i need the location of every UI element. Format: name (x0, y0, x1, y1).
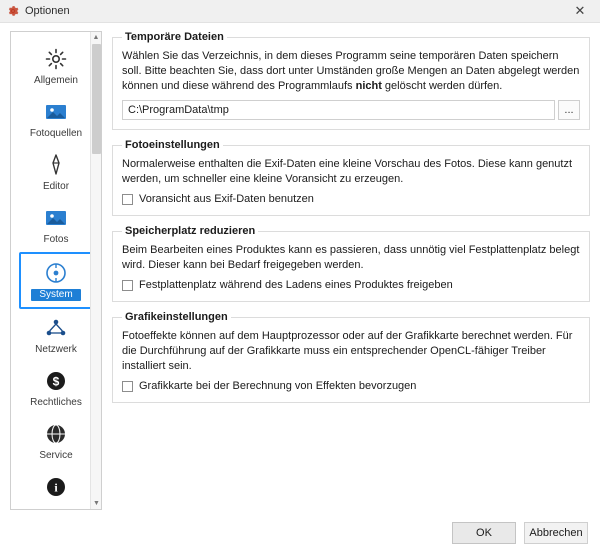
sidebar-item-editor[interactable] (15, 146, 97, 199)
sidebar-item-label: Editor (42, 181, 70, 192)
globe-icon (45, 421, 67, 447)
sidebar-item-service[interactable] (15, 415, 97, 468)
free-disk-checkbox[interactable] (122, 280, 133, 291)
group-legend: Grafikeinstellungen (125, 311, 228, 323)
pen-icon (45, 152, 67, 178)
group-temporary-files (112, 31, 590, 130)
temp-description-part2: gelöscht werden dürfen. (381, 80, 503, 92)
photo-icon (44, 99, 68, 125)
sidebar-item-fotoquellen[interactable] (15, 93, 97, 146)
exif-preview-checkbox[interactable] (122, 194, 133, 205)
sidebar-item-netzwerk[interactable] (15, 309, 97, 362)
network-icon (44, 315, 68, 341)
dialog-body (0, 23, 600, 510)
sidebar (10, 31, 102, 510)
sidebar-item-label: Fotoquellen (29, 128, 83, 139)
close-icon[interactable]: ✕ (574, 3, 586, 18)
sidebar-item-allgemein[interactable] (15, 40, 97, 93)
sidebar-item-label: System (31, 289, 80, 301)
sidebar-scrollbar[interactable] (90, 32, 101, 509)
sidebar-list (11, 32, 101, 509)
free-disk-label: Festplattenplatz während des Ladens eines Produktes freigeben (139, 279, 453, 291)
temp-path-row (122, 100, 580, 120)
temp-description-part1: Wählen Sie das Verzeichnis, in dem dieses Programm seine temporären Daten speichern soll. Bitte beachten Sie, dass dort unter Umständen große Mengen an Daten abgelegt werden können und diese während des Programmlaufs (122, 50, 580, 92)
temp-description-emphasis: nicht (355, 80, 382, 92)
group-legend: Temporäre Dateien (125, 31, 224, 43)
prefer-gpu-checkbox[interactable] (122, 381, 133, 392)
disk-description: Beim Bearbeiten eines Produktes kann es passieren, dass unnötig viel Festplattenplatz belegt wird. Dieser kann bei Bedarf freigegeben werden. (122, 244, 580, 271)
svg-text:i: i (54, 480, 58, 495)
sidebar-item-label: Fotos (43, 234, 69, 245)
scrollbar-thumb[interactable] (92, 44, 101, 154)
dialog-footer (0, 510, 600, 556)
graphics-description: Fotoeffekte können auf dem Hauptprozessor oder auf der Grafikkarte berechnet werden. Für die Durchführung auf der Grafikkarte muss ein entsprechender OpenCL-fähiger Treiber installiert sein. (122, 330, 573, 372)
exif-preview-checkbox-row[interactable] (122, 193, 580, 206)
group-graphics-settings (112, 311, 590, 403)
free-disk-checkbox-row[interactable] (122, 279, 580, 292)
prefer-gpu-label: Grafikkarte bei der Berechnung von Effekten bevorzugen (139, 380, 417, 392)
sidebar-item-fotos[interactable] (15, 199, 97, 252)
sidebar-item-system[interactable] (19, 252, 93, 309)
exif-preview-label: Voransicht aus Exif-Daten benutzen (139, 193, 314, 205)
prefer-gpu-checkbox-row[interactable] (122, 380, 580, 393)
svg-text:$: $ (52, 374, 60, 389)
photo-icon (44, 205, 68, 231)
sidebar-item-info[interactable] (15, 468, 97, 509)
title-bar (0, 0, 600, 23)
sidebar-item-label: Netzwerk (35, 344, 77, 355)
browse-button[interactable]: ... (558, 100, 580, 120)
dollar-icon (46, 368, 66, 394)
group-legend: Speicherplatz reduzieren (125, 225, 256, 237)
temp-path-input[interactable] (122, 100, 555, 120)
sidebar-item-rechtliches[interactable] (15, 362, 97, 415)
sidebar-item-label: Rechtliches (30, 397, 82, 408)
photo-description: Normalerweise enthalten die Exif-Daten eine kleine Vorschau des Fotos. Diese kann genutzt werden, um schneller eine kleine Voransicht zu erzeugen. (122, 158, 573, 185)
sidebar-item-label: Allgemein (34, 75, 78, 86)
group-legend: Fotoeinstellungen (125, 139, 220, 151)
temp-description (122, 49, 580, 94)
scroll-up-icon[interactable]: ▲ (92, 34, 100, 41)
settings-content (102, 31, 590, 510)
info-icon (46, 474, 66, 500)
ok-button[interactable]: OK (452, 522, 516, 544)
window-title: Optionen (25, 5, 70, 17)
sidebar-item-label: Service (39, 450, 73, 461)
cancel-button[interactable]: Abbrechen (524, 522, 588, 544)
gear-icon (44, 46, 68, 72)
system-disc-icon (45, 260, 67, 286)
group-disk-space (112, 225, 590, 302)
gear-icon (7, 5, 19, 17)
scroll-down-icon[interactable]: ▼ (93, 500, 100, 507)
group-photo-settings (112, 139, 590, 216)
